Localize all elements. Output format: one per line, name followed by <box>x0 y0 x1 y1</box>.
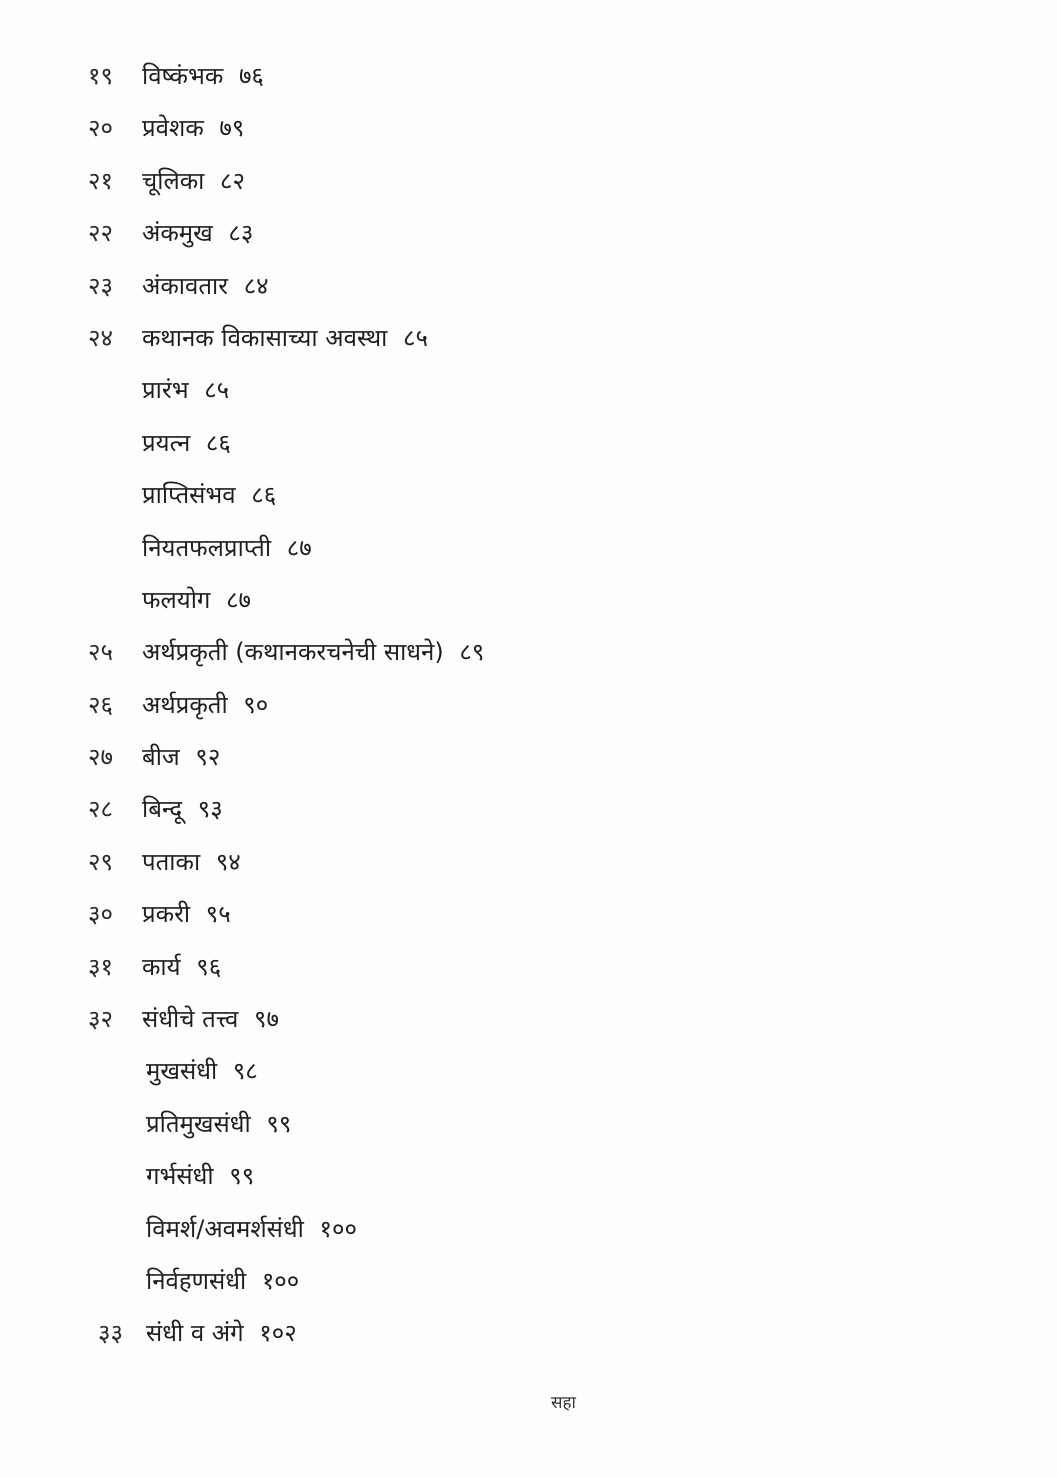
toc-entry <box>88 789 888 841</box>
toc-entry-page: ८६ <box>251 481 277 510</box>
toc-entry-text <box>146 1313 297 1353</box>
toc-entry-number: ३१ <box>88 952 113 981</box>
toc-entry-page: ८७ <box>286 533 312 562</box>
toc-entry-text <box>142 632 484 672</box>
toc-entry-page: ८४ <box>243 271 269 300</box>
toc-entry-title: प्रतिमुखसंधी <box>146 1109 251 1138</box>
toc-entry-page: ८९ <box>459 638 485 667</box>
toc-entry-title: नियतफलप्राप्ती <box>142 533 272 562</box>
toc-entry-number: १९ <box>88 62 113 90</box>
toc-entry-title: चूलिका <box>142 166 205 195</box>
toc-entry-title: फलयोग <box>142 585 211 614</box>
toc-entry-text <box>146 1104 291 1144</box>
toc-entry-page: ८७ <box>226 585 252 614</box>
toc-entry-page: १०० <box>319 1214 357 1243</box>
toc-entry-number: ३३ <box>98 1319 123 1348</box>
toc-entry-page: ८३ <box>228 219 254 248</box>
toc-entry-number: २५ <box>88 638 113 667</box>
toc-entry-title: कार्य <box>142 952 181 981</box>
toc-subentry <box>88 475 888 527</box>
toc-subentry <box>88 1209 888 1261</box>
toc-entry-number: २२ <box>88 219 113 248</box>
toc-entry-number: २४ <box>88 323 113 352</box>
toc-entry-title: संधीचे तत्त्व <box>142 1005 239 1034</box>
toc-entry-page: ९० <box>243 690 269 719</box>
toc-entry-text <box>142 999 279 1039</box>
toc-entry-number: २६ <box>88 690 113 719</box>
toc-entry-text <box>146 1261 299 1301</box>
toc-entry-title: प्राप्तिसंभव <box>142 481 236 510</box>
toc-entry-page: ९९ <box>266 1109 292 1138</box>
toc-entry-page: ९५ <box>205 900 231 929</box>
toc-entry-title: अंकावतार <box>142 271 229 300</box>
toc-entry-title: अर्थप्रकृती <box>142 690 228 719</box>
toc-entry-title: प्रयत्न <box>142 428 191 457</box>
toc-entry-text <box>142 475 276 515</box>
toc-entry-title: बिन्दू <box>142 795 183 824</box>
toc-entry <box>88 894 888 946</box>
toc-entry-text <box>146 1209 357 1249</box>
toc-entry-text <box>142 947 221 987</box>
toc-subentry <box>88 370 888 422</box>
toc-entry <box>88 632 888 684</box>
toc-entry <box>88 999 888 1051</box>
toc-entry-text <box>142 56 264 96</box>
toc-entry-page: ९६ <box>196 952 222 981</box>
toc-entry-page: ९२ <box>195 743 221 772</box>
toc-entry-text <box>146 1156 254 1196</box>
toc-entry-page: ७६ <box>238 62 264 90</box>
toc-entry <box>88 1313 888 1365</box>
toc-entry <box>88 737 888 789</box>
toc-subentry <box>88 1104 888 1156</box>
toc-entry-page: ८६ <box>205 428 231 457</box>
toc-entry-title: गर्भसंधी <box>146 1162 214 1191</box>
toc-entry <box>88 318 888 370</box>
toc-subentry <box>88 528 888 580</box>
toc-entry-title: निर्वहणसंधी <box>146 1266 247 1295</box>
table-of-contents <box>88 56 888 1366</box>
toc-entry-text <box>142 737 220 777</box>
toc-entry-title: विमर्श/अवमर्शसंधी <box>146 1214 304 1243</box>
toc-entry-page: ९४ <box>215 847 241 876</box>
toc-subentry <box>88 580 888 632</box>
toc-entry-title: बीज <box>142 743 180 772</box>
toc-entry-title: विष्कंभक <box>142 62 224 90</box>
toc-entry-text <box>142 370 229 410</box>
toc-entry-text <box>142 266 269 306</box>
toc-entry-text <box>142 108 244 148</box>
toc-entry-text <box>142 318 428 358</box>
toc-entry-page: १०२ <box>259 1319 297 1348</box>
toc-entry-number: ३२ <box>88 1005 113 1034</box>
toc-entry-title: प्रवेशक <box>142 114 204 143</box>
toc-entry-number: २३ <box>88 271 113 300</box>
toc-entry-number: २८ <box>88 795 113 824</box>
toc-entry <box>88 213 888 265</box>
toc-entry <box>88 56 888 108</box>
toc-entry-number: ३० <box>88 900 113 929</box>
toc-subentry <box>88 1156 888 1208</box>
toc-entry-page: ८५ <box>403 323 428 352</box>
toc-entry-text <box>142 894 231 934</box>
toc-entry-number: २७ <box>88 743 113 772</box>
toc-entry-text <box>146 1051 258 1091</box>
toc-entry-number: २१ <box>88 166 113 195</box>
toc-entry-text <box>142 580 251 620</box>
toc-entry-title: प्रारंभ <box>142 376 189 405</box>
toc-entry-title: संधी व अंगे <box>146 1319 244 1348</box>
toc-entry <box>88 947 888 999</box>
toc-entry-page: ९९ <box>229 1162 255 1191</box>
toc-entry-text <box>142 528 312 568</box>
toc-subentry <box>88 423 888 475</box>
toc-entry-number: २९ <box>88 847 113 876</box>
toc-entry-title: कथानक विकासाच्या अवस्था <box>142 323 388 352</box>
toc-entry <box>88 266 888 318</box>
toc-entry <box>88 108 888 160</box>
toc-entry-title: अर्थप्रकृती (कथानकरचनेची साधने) <box>142 638 444 667</box>
toc-entry <box>88 685 888 737</box>
toc-subentry <box>88 1261 888 1313</box>
toc-entry <box>88 161 888 213</box>
toc-entry-page: ९७ <box>254 1005 279 1034</box>
toc-entry-title: प्रकरी <box>142 900 191 929</box>
toc-entry-text <box>142 842 241 882</box>
toc-subentry <box>88 1051 888 1103</box>
toc-entry-title: पताका <box>142 847 201 876</box>
page-footer-label: सहा <box>551 1393 576 1413</box>
toc-entry-page: ८२ <box>220 166 245 195</box>
toc-entry-page: १०० <box>261 1266 300 1295</box>
toc-entry-title: अंकमुख <box>142 219 213 248</box>
toc-entry-page: ७९ <box>219 114 245 143</box>
toc-entry-text <box>142 213 253 253</box>
toc-entry-text <box>142 789 223 829</box>
toc-entry-text <box>142 161 245 201</box>
toc-entry-text <box>142 423 231 463</box>
toc-entry-number: २० <box>88 114 113 143</box>
toc-entry <box>88 842 888 894</box>
toc-entry-text <box>142 685 268 725</box>
toc-entry-page: ८५ <box>204 376 230 405</box>
toc-entry-title: मुखसंधी <box>146 1057 218 1086</box>
toc-entry-page: ९८ <box>232 1057 258 1086</box>
toc-entry-page: ९३ <box>197 795 223 824</box>
